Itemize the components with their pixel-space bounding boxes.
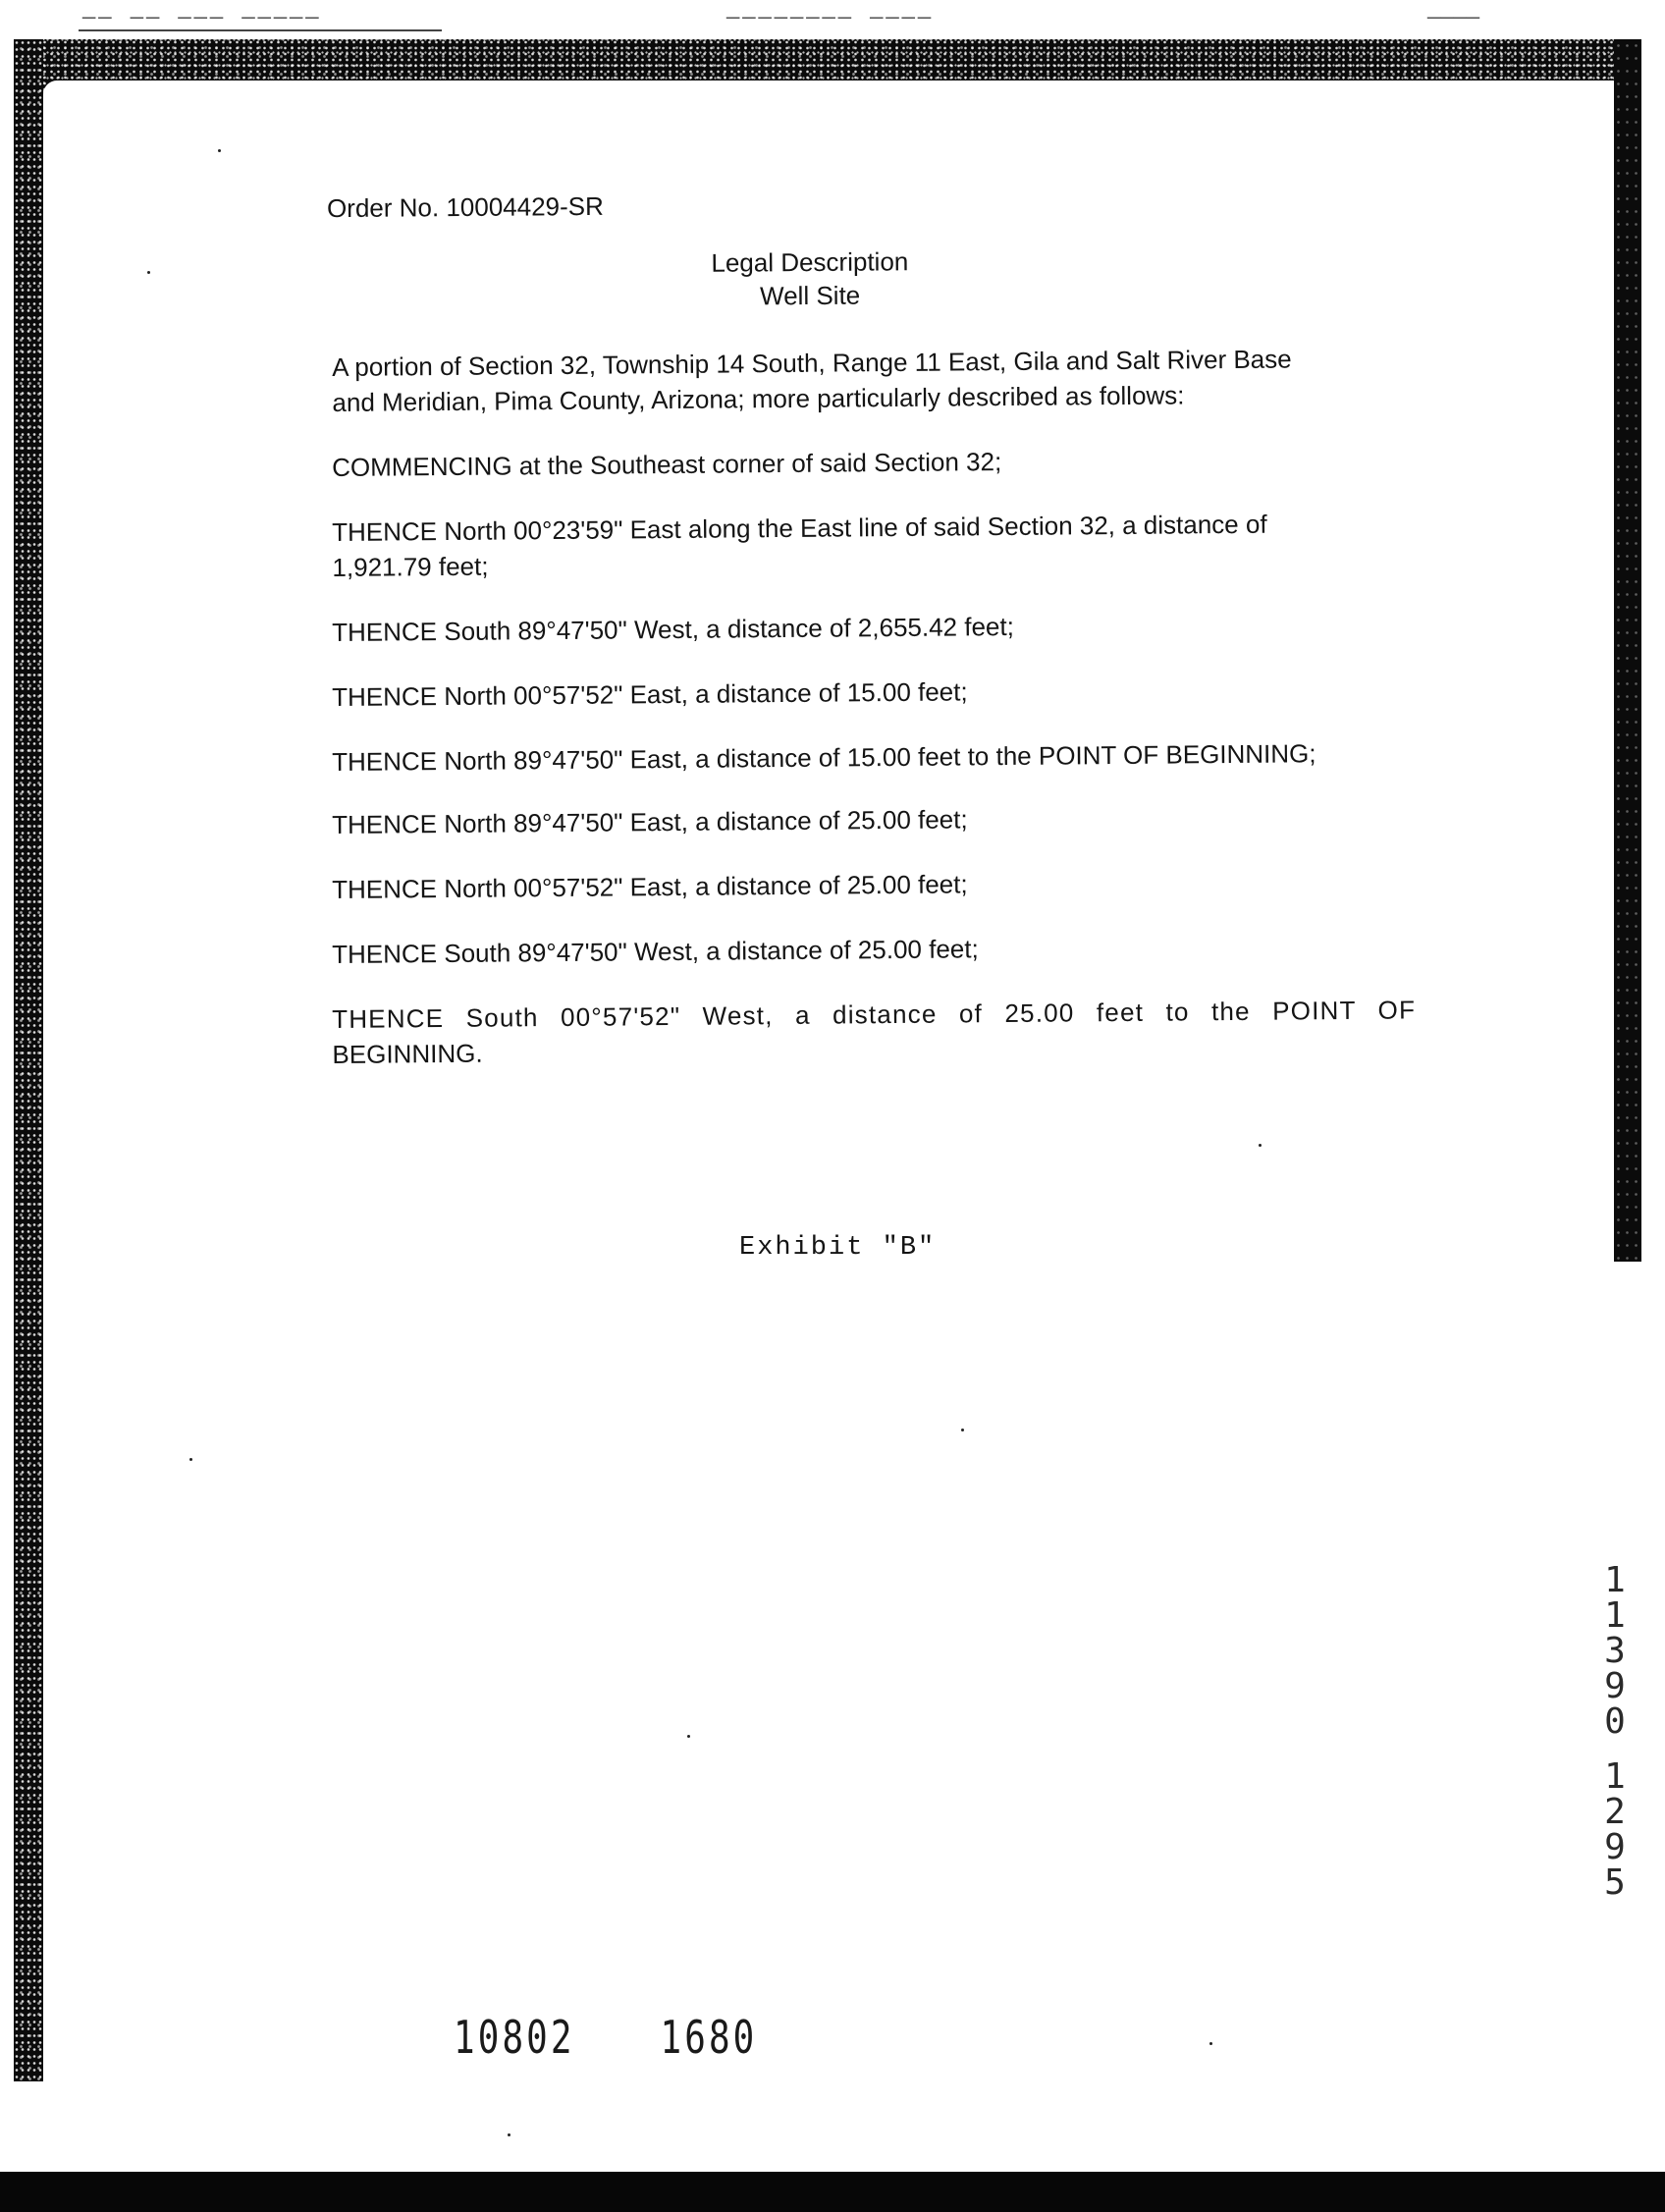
course-line: BEGINNING. [332, 1038, 483, 1069]
fax-header-mark: ▁▁ ▁▁ ▁▁▁ ▁▁▁▁▁ [82, 8, 322, 20]
course-line: THENCE South 00°57'52" West, a distance of 25.00 feet to the POINT OF [332, 995, 1417, 1034]
scan-frame-right [1614, 39, 1641, 1262]
side-stamp-group-2 [1600, 1756, 1630, 1903]
fax-header-mark: ▁▁▁▁ [1427, 8, 1479, 20]
course-line: THENCE North 89°47'50" East, a distance of 15.00 feet to the POINT OF BEGINNING; [332, 738, 1316, 777]
side-stamp-digit: 5 [1604, 1862, 1626, 1903]
fax-header-strip [0, 0, 1665, 39]
course-line: THENCE South 89°47'50" West, a distance of 25.00 feet; [332, 934, 979, 969]
order-number-label: Order No. [326, 192, 440, 224]
course-paragraph [332, 992, 1460, 1072]
scan-speck [961, 1429, 964, 1431]
scan-speck [189, 1458, 192, 1461]
side-stamp-group-1 [1600, 1560, 1630, 1742]
side-stamp-digit: 1 [1604, 1595, 1626, 1636]
side-stamp-digit: 2 [1604, 1792, 1626, 1832]
course-line: 1,921.79 feet; [332, 551, 489, 582]
course-line: THENCE South 89°47'50" West, a distance of 2,655.42 feet; [332, 611, 1015, 647]
fax-header-rule [79, 29, 442, 31]
course-line: THENCE North 00°23'59" East along the East line of said Section 32, a distance of [332, 509, 1267, 547]
side-stamp-digit: 1 [1604, 1560, 1626, 1600]
scan-speck [218, 149, 221, 152]
fax-header-mark: ▁▁▁▁▁▁▁▁ ▁▁▁▁ [726, 8, 935, 20]
order-number [327, 189, 604, 226]
recording-stamp [454, 2011, 757, 2064]
side-stamp-digit: 3 [1604, 1631, 1626, 1671]
side-stamp-digit: 9 [1604, 1666, 1626, 1706]
intro-line: A portion of Section 32, Township 14 South, Range 11 East, Gila and Salt River Base [332, 344, 1292, 382]
intro-paragraph [332, 340, 1462, 420]
side-stamp-digit: 1 [1604, 1756, 1626, 1797]
side-stamp-digit: 9 [1604, 1827, 1626, 1867]
course-line: THENCE North 89°47'50" East, a distance of 25.00 feet; [332, 804, 968, 839]
scan-speck [1209, 2042, 1212, 2045]
course-line: THENCE North 00°57'52" East, a distance of 15.00 feet; [332, 676, 968, 712]
course-line: COMMENCING at the Southeast corner of said Section 32; [332, 447, 1002, 482]
order-number-value: 10004429-SR [446, 190, 604, 223]
intro-line: and Meridian, Pima County, Arizona; more particularly described as follows: [332, 380, 1185, 417]
scan-speck [147, 271, 150, 274]
scan-speck [1259, 1144, 1262, 1147]
course-paragraph [332, 505, 1462, 585]
document-heading [668, 244, 953, 313]
scan-frame-bottom [0, 2172, 1665, 2212]
heading-legal-description: Legal Description [711, 246, 909, 278]
exhibit-label: Exhibit "B" [739, 1233, 937, 1263]
scan-speck [508, 2133, 510, 2136]
course-line: THENCE North 00°57'52" East, a distance of 25.00 feet; [332, 869, 968, 904]
scan-frame-left [14, 39, 43, 2081]
side-stamp-digit: 0 [1604, 1701, 1626, 1742]
heading-well-site: Well Site [759, 280, 861, 311]
recording-page-number: 1680 [660, 2011, 758, 2064]
scan-speck [687, 1735, 690, 1738]
recording-book-number: 10802 [454, 2011, 575, 2064]
